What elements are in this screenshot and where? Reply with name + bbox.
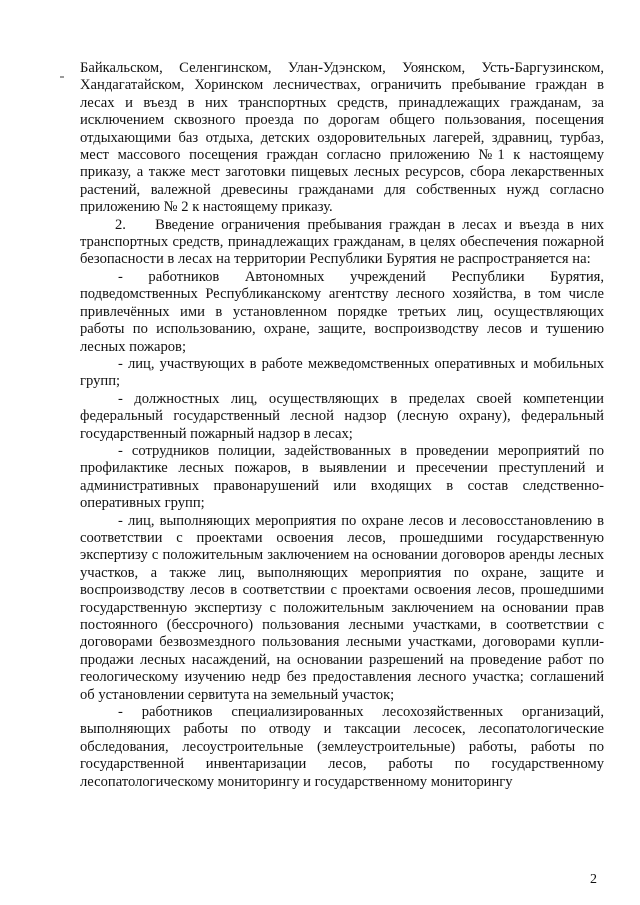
list-item: - работников специализированных лесохозяйственных организаций, выполняющих работы по отводу и таксации лесосек, лесопатологические обследования, лесоустроительные (землеустроительные) работы, работы по государственной инвентаризации лесов, работы по государственному лесопатологическому мониторингу и государственному мониторингу <box>80 704 604 790</box>
list-item: - лиц, участвующих в работе межведомственных оперативных и мобильных групп; <box>80 355 604 390</box>
list-item: - сотрудников полиции, задействованных в проведении мероприятий по профилактике лесных пожаров, в выявлении и пресечении преступлений и административных правонарушений или входящих в состав следственно-оперативных групп; <box>80 442 604 512</box>
list-item: - должностных лиц, осуществляющих в пределах своей компетенции федеральный государственный лесной надзор (лесную охрану), федеральный государственный пожарный надзор в лесах; <box>80 390 604 442</box>
list-item: - лиц, выполняющих мероприятия по охране лесов и лесовосстановлению в соответствии с проектами освоения лесов, прошедшими государственную экспертизу с положительным заключением на основании договоров аренды лесных участков, а также лиц, выполняющих мероприятия по охране, защите и воспроизводству лесов в соответствии с проектами освоения лесов, прошедшими государственную экспертизу с положительным заключением на основании прав постоянного (бессрочного) пользования лесными участками, в соответствии с договорами безвозмездного пользования лесными участками, договорами купли-продажи лесных насаждений, на основании разрешений на проведение работ по геологическому изучению недр без предоставления лесного участка; соглашений об установлении сервитута на земельный участок; <box>80 512 604 703</box>
paragraph-item-2: 2. Введение ограничения пребывания граждан в лесах и въезда в них транспортных средств, принадлежащих гражданам, в целях обеспечения пожарной безопасности в лесах на территории Республики Бурятия не распространяется на: <box>80 216 604 268</box>
list-item: - работников Автономных учреждений Республики Бурятия, подведомственных Республиканскому агентству лесного хозяйства, в том числе привлечённых ими в установленном порядке третьих лиц, осуществляющих работы по использованию, охране, защите, воспроизводству лесов и тушению лесных пожаров; <box>80 268 604 355</box>
margin-mark <box>60 76 64 78</box>
document-body <box>80 60 604 791</box>
paragraph-continuation: Байкальском, Селенгинском, Улан-Удэнском, Уоянском, Усть-Баргузинском, Хандагатайском, Хоринском лесничествах, ограничить пребывание граждан в лесах и въезд в них транспортных средств, принадлежащих гражданам, за исключением сквозного проезда по дорогам общего пользования, посещения отдыхающими баз отдыха, детских оздоровительных лагерей, здравниц, турбаз, мест массового посещения граждан согласно приложению №1 к настоящему приказу, а также мест заготовки пищевых лесных ресурсов, сбора лекарственных растений, валежной древесины гражданами для собственных нужд согласно приложению № 2 к настоящему приказу. <box>80 60 604 216</box>
page-number: 2 <box>590 872 597 887</box>
